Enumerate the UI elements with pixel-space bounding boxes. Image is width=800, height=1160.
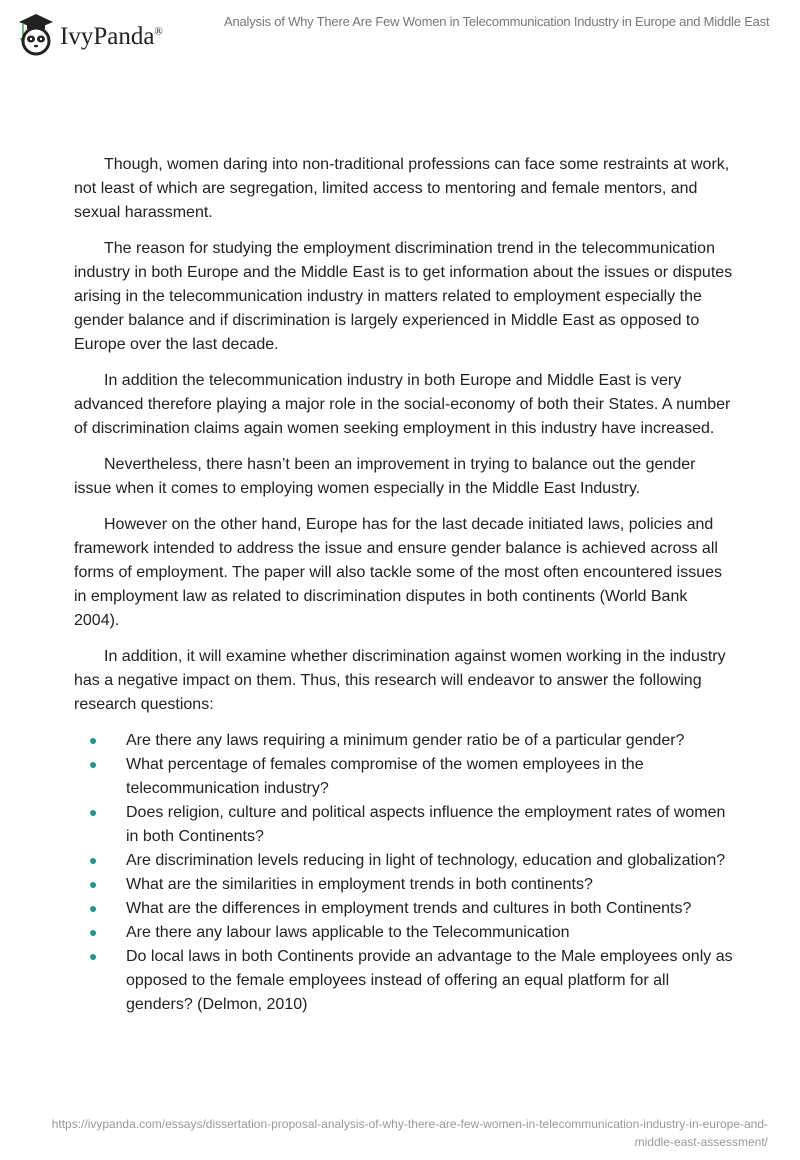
list-item: Are there any laws requiring a minimum gender ratio be of a particular gender? <box>74 729 734 753</box>
paragraph: The reason for studying the employment discrimination trend in the telecommunication industry in both Europe and the Middle East is to get information about the issues or disputes arising in the telecommunication industry in matters related to employment especially the gender balance and if discrimination is largely experienced in Middle East as opposed to Europe over the last decade. <box>74 240 733 353</box>
bullet-icon <box>90 906 96 912</box>
bullet-icon <box>90 882 96 888</box>
panda-graduate-icon <box>18 12 54 56</box>
list-item: What are the differences in employment trends and cultures in both Continents? <box>74 897 734 921</box>
logo-text: IvyPanda® <box>60 23 163 50</box>
list-item: Do local laws in both Continents provide an advantage to the Male employees only as opposed to the female employees instead of offering an equal platform for all genders? (Delmon, 2010) <box>74 945 734 1017</box>
paragraph: In addition the telecommunication industry in both Europe and Middle East is very advanced therefore playing a major role in the social-economy of both their States. A number of discrimination claims again women seeking employment in this industry have increased. <box>74 372 731 437</box>
paragraph: However on the other hand, Europe has for the last decade initiated laws, policies and framework intended to address the issue and ensure gender balance is achieved across all forms of employment. The paper will also tackle some of the most often encountered issues in employment law as related to discrimination disputes in both continents (World Bank 2004). <box>74 516 723 629</box>
list-item: What percentage of females compromise of the women employees in the telecommunication industry? <box>74 753 734 801</box>
list-item: Are there any labour laws applicable to the Telecommunication <box>74 921 734 945</box>
paragraph: Nevertheless, there hasn’t been an improvement in trying to balance out the gender issue when it comes to employing women especially in the Middle East Industry. <box>74 456 696 497</box>
list-item: What are the similarities in employment trends in both continents? <box>74 873 734 897</box>
list-item: Does religion, culture and political aspects influence the employment rates of women in both Continents? <box>74 801 734 849</box>
bullet-icon <box>90 858 96 864</box>
bullet-icon <box>90 930 96 936</box>
research-questions-list <box>74 729 734 1017</box>
bullet-icon <box>90 762 96 768</box>
bullet-icon <box>90 738 96 744</box>
paragraph: Though, women daring into non-traditional professions can face some restraints at work, not least of which are segregation, limited access to mentoring and female mentors, and sexual harassment. <box>74 156 730 221</box>
ivypanda-logo[interactable] <box>18 12 163 56</box>
source-url[interactable]: https://ivypanda.com/essays/dissertation-proposal-analysis-of-why-there-are-few-women-in-telecommunication-industry-in-europe-and-middle-east-assessment/ <box>51 1117 768 1149</box>
essay-body <box>74 153 734 1017</box>
document-title: Analysis of Why There Are Few Women in Telecommunication Industry in Europe and Middle East <box>224 14 770 29</box>
paragraph: In addition, it will examine whether discrimination against women working in the industry has a negative impact on them. Thus, this research will endeavor to answer the following research questions: <box>74 648 726 713</box>
bullet-icon <box>90 810 96 816</box>
bullet-icon <box>90 954 96 960</box>
list-item: Are discrimination levels reducing in light of technology, education and globalization? <box>74 849 734 873</box>
